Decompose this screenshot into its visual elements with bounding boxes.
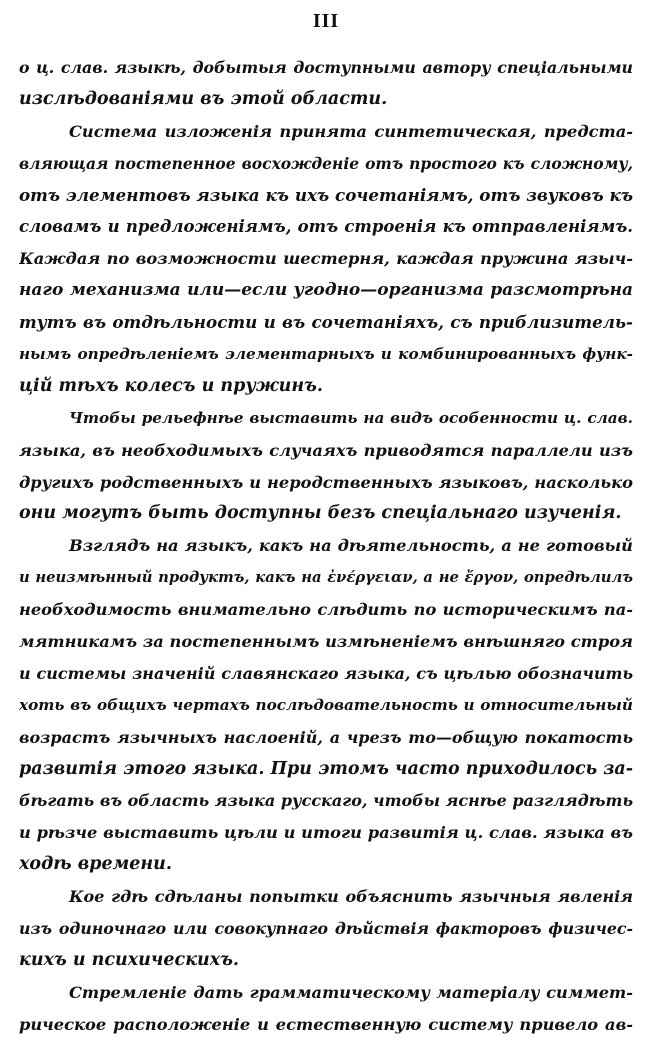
- text-line: изъ одиночнаго или совокупнаго дѣйствія факторовъ физичес-: [19, 919, 633, 939]
- text-line: Взглядъ на языкъ, какъ на дѣятельность, а не готовый: [69, 536, 633, 556]
- text-line: кихъ и психическихъ.: [19, 949, 240, 970]
- text-line: цій тѣхъ колесъ и пружинъ.: [19, 375, 323, 396]
- text-line: Чтобы рельефнѣе выставить на видъ особенности ц. слав.: [69, 408, 633, 427]
- page-number: III: [312, 10, 340, 32]
- text-line: Каждая по возможности шестерня, каждая пружина языч-: [19, 249, 633, 269]
- text-line: хоть въ общихъ чертахъ послѣдовательность и относительный: [19, 695, 633, 714]
- text-line: бѣгать въ область языка русскаго, чтобы яснѣе разглядѣть: [19, 791, 633, 811]
- text-line: и системы значеній славянскаго языка, съ цѣлью обозначить: [19, 663, 633, 683]
- text-line: другихъ родственныхъ и неродственныхъ языковъ, насколько: [19, 472, 633, 492]
- text-line: наго механизма или—если угодно—организма разсмотрѣна: [19, 280, 633, 301]
- text-line: отъ элементовъ языка къ ихъ сочетаніямъ, отъ звуковъ къ: [19, 184, 633, 205]
- text-line: Кое гдѣ сдѣланы попытки объяснить язычныя явленія: [69, 887, 633, 907]
- text-line: вляющая постепенное восхожденіе отъ простого къ сложному,: [19, 153, 633, 173]
- text-line: словамъ и предложеніямъ, отъ строенія къ отправленіямъ.: [19, 217, 633, 237]
- text-line: и неизмѣнный продуктъ, какъ на ἐνέργειαν, а не ἔργον, опредѣлилъ: [19, 569, 633, 587]
- text-line: возрастъ язычныхъ наслоеній, а чрезъ то—общую покатость: [19, 727, 633, 747]
- text-line: они могутъ быть доступны безъ спеціальнаго изученія.: [19, 503, 622, 524]
- text-line: Система изложенія принята синтетическая, предста-: [69, 121, 633, 141]
- text-line: Стремленіе дать грамматическому матеріалу симмет-: [69, 982, 633, 1002]
- text-line: мятникамъ за постепеннымъ измѣненіемъ внѣшняго строя: [19, 632, 633, 652]
- text-line: рическое расположеніе и естественную систему привело ав-: [19, 1014, 633, 1034]
- text-line: нымъ опредѣленіемъ элементарныхъ и комбинированныхъ функ-: [19, 345, 633, 364]
- text-line: развитія этого языка. При этомъ часто приходилось за-: [19, 758, 633, 779]
- text-line: тутъ въ отдѣльности и въ сочетаніяхъ, съ приблизитель-: [19, 312, 633, 333]
- body-text: [19, 52, 633, 1041]
- text-line: языка, въ необходимыхъ случаяхъ приводятся параллели изъ: [19, 440, 633, 460]
- text-line: и рѣзче выставить цѣли и итоги развитія ц. слав. языка въ: [19, 823, 633, 843]
- text-line: о ц. слав. языкѣ, добытыя доступными автору спеціальными: [19, 58, 633, 77]
- text-line: необходимость внимательно слѣдить по историческимъ па-: [19, 600, 633, 620]
- text-line: ходѣ времени.: [19, 854, 172, 875]
- text-line: изслѣдованіями въ этой области.: [19, 88, 388, 109]
